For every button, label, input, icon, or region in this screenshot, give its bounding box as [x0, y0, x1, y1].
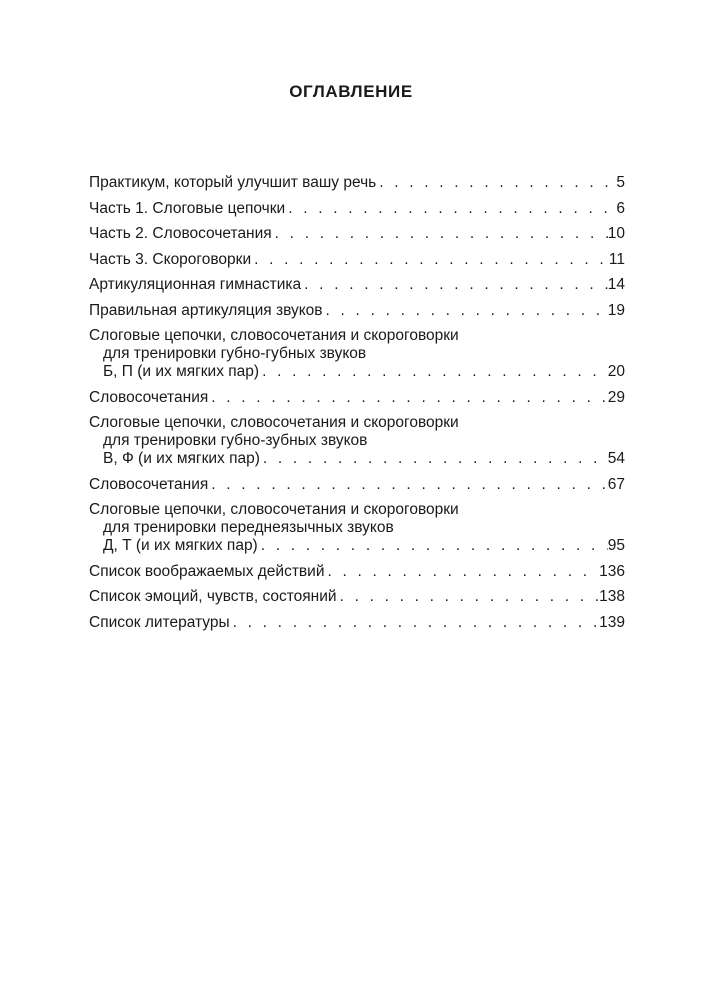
- toc-page-number: 14: [607, 276, 625, 293]
- toc-entry: [89, 588, 625, 606]
- toc-page-number: 5: [616, 174, 625, 191]
- toc-entry-row: [89, 450, 625, 468]
- dot-leader: [208, 389, 607, 407]
- toc-entry-text: Д, Т (и их мягких пар): [103, 537, 258, 554]
- toc-page-number: 138: [599, 588, 625, 605]
- dot-leader: [258, 537, 608, 555]
- toc-entry-text: Часть 2. Словосочетания: [89, 225, 272, 242]
- toc-entry-text: Б, П (и их мягких пар): [103, 363, 260, 380]
- toc-entry-text: для тренировки губно-зубных звуков: [103, 432, 368, 449]
- dot-leader: [301, 276, 608, 294]
- toc-entry: [89, 302, 625, 320]
- toc-page-number: 67: [607, 475, 625, 493]
- toc-entry-row: [89, 302, 625, 320]
- toc-entry-text: Список литературы: [89, 613, 230, 631]
- toc-entry: [89, 225, 625, 243]
- toc-entry-text: Словосочетания: [89, 475, 209, 493]
- toc-entry: [89, 327, 625, 381]
- toc-entry: [89, 501, 625, 555]
- toc-entry-row: [89, 588, 625, 606]
- toc-entry: [89, 563, 625, 581]
- dot-leader: [208, 476, 607, 494]
- toc-entry-row: [89, 614, 625, 632]
- toc-entry: [89, 389, 625, 407]
- dot-leader: [251, 251, 609, 269]
- toc-entry-row: [89, 200, 625, 218]
- toc-entry-text: Слоговые цепочки, словосочетания и скороговорки: [89, 414, 459, 431]
- toc-page-number: 136: [599, 562, 625, 580]
- toc-entry-text: В, Ф (и их мягких пар): [103, 450, 260, 467]
- toc-entry-text: Словосочетания: [89, 388, 209, 406]
- toc-page-number: 29: [607, 388, 625, 406]
- dot-leader: [376, 174, 616, 192]
- toc-page-number: 139: [599, 613, 625, 631]
- toc-entry-row: [89, 537, 625, 555]
- toc-entry-row: [89, 251, 625, 269]
- toc-entry-text: Слоговые цепочки, словосочетания и скороговорки: [89, 501, 459, 518]
- toc-page-number: 10: [607, 225, 625, 242]
- dot-leader: [260, 450, 608, 468]
- toc-page-number: 95: [607, 537, 625, 554]
- dot-leader: [259, 363, 608, 381]
- toc-entry: [89, 614, 625, 632]
- dot-leader: [285, 200, 616, 218]
- toc-entry: [89, 476, 625, 494]
- toc-entry: [89, 174, 625, 192]
- toc-entry-text: Часть 3. Скороговорки: [89, 250, 252, 268]
- toc-entry-row: [89, 225, 625, 243]
- page-title: ОГЛАВЛЕНИЕ: [289, 82, 413, 101]
- dot-leader: [324, 563, 599, 581]
- toc-entry-row: [89, 174, 625, 192]
- toc-entry: [89, 276, 625, 294]
- toc-page-number: 11: [608, 250, 625, 268]
- toc-page-number: 19: [607, 301, 625, 319]
- toc-entry: [89, 414, 625, 468]
- toc-entry-row: [89, 476, 625, 494]
- toc-entry-text: Список эмоций, чувств, состояний: [89, 588, 337, 605]
- toc-entry-text: Практикум, который улучшит вашу речь: [89, 174, 377, 191]
- toc-entry-text: Список воображаемых действий: [89, 562, 325, 580]
- dot-leader: [337, 588, 600, 606]
- toc-entry-text: для тренировки переднеязычных звуков: [103, 519, 394, 536]
- toc-entry-text: Часть 1. Слоговые цепочки: [89, 199, 286, 217]
- toc-entry: [89, 200, 625, 218]
- dot-leader: [272, 225, 608, 243]
- table-of-contents: [89, 174, 625, 639]
- dot-leader: [230, 614, 599, 632]
- toc-entry-row: [89, 276, 625, 294]
- toc-entry-row: [89, 389, 625, 407]
- toc-entry-text: для тренировки губно-губных звуков: [103, 345, 367, 362]
- toc-entry-text: Слоговые цепочки, словосочетания и скороговорки: [89, 327, 459, 344]
- toc-entry: [89, 251, 625, 269]
- toc-page-number: 20: [607, 363, 625, 380]
- toc-entry-text: Правильная артикуляция звуков: [89, 301, 323, 319]
- dot-leader: [323, 302, 608, 320]
- toc-page-number: 6: [616, 199, 625, 217]
- toc-entry-text: Артикуляционная гимнастика: [89, 276, 302, 293]
- toc-entry-row: [89, 363, 625, 381]
- toc-page-number: 54: [607, 450, 625, 467]
- toc-entry-row: [89, 563, 625, 581]
